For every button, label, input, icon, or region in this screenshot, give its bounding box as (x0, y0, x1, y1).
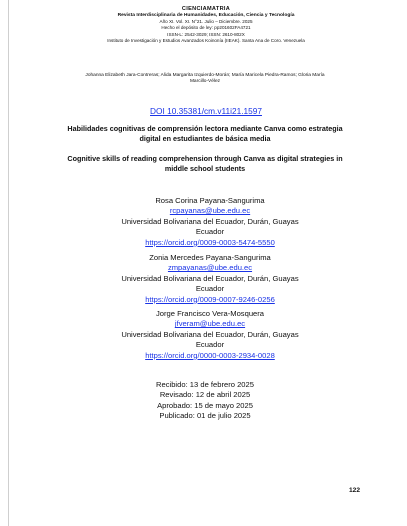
article-dates (80, 380, 330, 422)
title-spanish-line-1: Habilidades cognitivas de comprensión lectora mediante Canva como estrategia (67, 124, 343, 133)
title-english-line-2: middle school students (164, 164, 246, 174)
date-revised: Revisado: 12 de abril 2025 (159, 390, 251, 400)
author-country: Ecuador (195, 340, 225, 350)
journal-subtitle: Revista Interdisciplinaria de Humanidades, Educación, Ciencia y Tecnología (117, 12, 295, 18)
journal-issue: Año XI. Vol. XI. N°21. Julio – Diciembre. 2025 (159, 19, 253, 25)
author-email-link[interactable]: zmpayanas@ube.edu.ec (167, 263, 253, 273)
journal-header (20, 7, 392, 43)
date-approved: Aprobado: 15 de mayo 2025 (157, 400, 253, 410)
journal-issn: ISSN-L: 2542-3029; ISSN: 2610-802X (167, 31, 245, 37)
title-english (40, 154, 370, 174)
author-email-link[interactable]: rcpayanas@ube.edu.ec (169, 206, 251, 216)
author-country: Ecuador (195, 227, 225, 237)
author-affiliation: Universidad Bolivariana del Ecuador, Durán, Guayas (121, 329, 299, 339)
author-block-1 (60, 196, 360, 248)
journal-institute: Instituto de Investigación y Estudios Avanzados Koinonía (IIEAK). Santa Ana de Coro. Venezuela (107, 37, 305, 43)
author-name: Zonia Mercedes Payana-Sangurima (149, 253, 271, 262)
title-spanish-line-2: digital en estudiantes de básica media (139, 134, 271, 144)
author-orcid-link[interactable]: https://orcid.org/0009-0007-9246-0256 (145, 294, 275, 304)
author-affiliation: Universidad Bolivariana del Ecuador, Durán, Guayas (121, 216, 299, 226)
date-received: Recibido: 13 de febrero 2025 (156, 380, 254, 389)
author-block-2 (60, 253, 360, 305)
title-spanish (40, 124, 370, 144)
author-block-3 (60, 309, 360, 361)
doi-link[interactable]: DOI 10.35381/cm.v11i21.1597 (150, 106, 262, 116)
journal-deposit: Hecho el depósito de ley: pp201602FA4721 (161, 25, 251, 31)
authors-line (40, 73, 370, 86)
page-left-rule (8, 0, 9, 526)
author-name: Rosa Corina Payana-Sangurima (155, 196, 265, 205)
author-orcid-link[interactable]: https://orcid.org/0000-0003-2934-0028 (145, 350, 275, 360)
author-orcid-link[interactable]: https://orcid.org/0009-0003-5474-5550 (145, 237, 275, 247)
author-country: Ecuador (195, 284, 225, 294)
page-number: 122 (349, 487, 361, 494)
author-email-link[interactable]: jfveram@ube.edu.ec (174, 319, 246, 329)
authors-line-1: Johanna Elizabeth Jara-Contreras; Alida Margarita Izquierdo-Morán; María Maricela Piedra-Ramos; Gloria María (85, 73, 325, 78)
title-english-line-1: Cognitive skills of reading comprehension through Canva as digital strategies in (67, 154, 343, 163)
journal-name: CIENCIAMATRIA (181, 6, 231, 12)
date-published: Publicado: 01 de julio 2025 (159, 411, 251, 421)
author-affiliation: Universidad Bolivariana del Ecuador, Durán, Guayas (121, 273, 299, 283)
author-name: Jorge Francisco Vera-Mosquera (155, 309, 265, 318)
authors-line-2: Marcillo-Vélez (189, 79, 221, 85)
